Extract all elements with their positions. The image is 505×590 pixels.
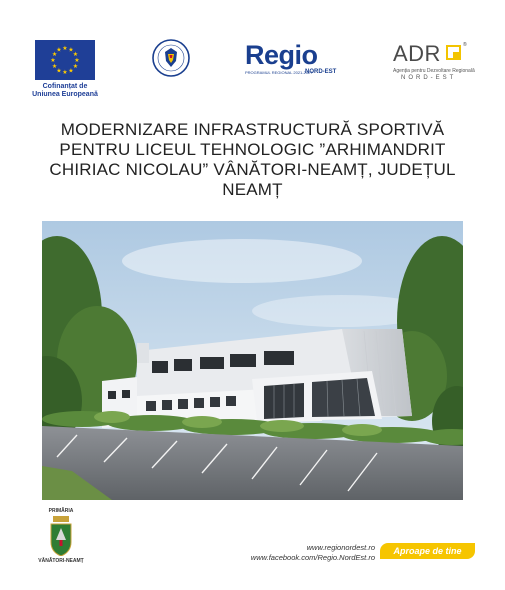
adr-subtitle: Agenția pentru Dezvoltare Regională (393, 68, 475, 74)
adr-registered-mark: ® (463, 42, 467, 48)
svg-text:★: ★ (51, 51, 58, 58)
svg-text:★: ★ (62, 45, 68, 52)
website-link[interactable]: www.regionordest.ro (306, 543, 375, 552)
svg-text:★: ★ (72, 51, 79, 58)
svg-text:★: ★ (50, 57, 56, 64)
romanian-government-seal-icon (152, 39, 190, 77)
svg-text:★: ★ (56, 46, 62, 54)
regio-logo (245, 40, 340, 80)
svg-text:★: ★ (74, 57, 80, 64)
svg-text:★: ★ (72, 63, 79, 70)
adr-square-icon (446, 45, 461, 60)
svg-text:★: ★ (56, 67, 62, 75)
eu-flag-logo (35, 40, 95, 80)
eu-caption-line1: Cofinanțat de (42, 83, 88, 90)
slogan-badge: Aproape de tine (380, 543, 475, 559)
regio-region: NORD-EST (305, 69, 337, 75)
svg-text:★: ★ (68, 67, 74, 75)
primaria-town-name: VÂNĂTORI-NEAMȚ (38, 558, 84, 564)
adr-region: NORD-EST (401, 75, 457, 81)
regio-subtitle: PROGRAMUL REGIONAL 2021-2027 (245, 70, 313, 75)
sports-hall-rendering (42, 221, 463, 500)
title-line-1: MODERNIZARE INFRASTRUCTURĂ SPORTIVĂ (60, 120, 445, 139)
project-title (40, 120, 465, 200)
svg-text:★: ★ (68, 46, 74, 54)
eu-caption-line2: Uniunea Europeană (32, 91, 98, 98)
eu-caption (30, 83, 100, 99)
svg-text:★: ★ (51, 63, 58, 70)
adr-wordmark: ADR (393, 41, 441, 66)
title-line-3: CHIRIAC NICOLAU” VÂNĂTORI-NEAMȚ, JUDEȚUL (49, 160, 456, 179)
facebook-link[interactable]: www.facebook.com/Regio.NordEst.ro (250, 553, 375, 562)
footer-links (220, 543, 375, 563)
svg-text:★: ★ (62, 69, 68, 76)
town-coat-of-arms-icon (49, 516, 73, 556)
regio-wordmark: Regio (245, 40, 318, 70)
title-line-2: PENTRU LICEUL TEHNOLOGIC ”ARHIMANDRIT (59, 140, 446, 159)
title-line-4: NEAMȚ (222, 180, 283, 199)
primaria-logo (32, 508, 90, 564)
adr-logo (393, 42, 473, 82)
primaria-label: PRIMĂRIA (48, 508, 74, 514)
